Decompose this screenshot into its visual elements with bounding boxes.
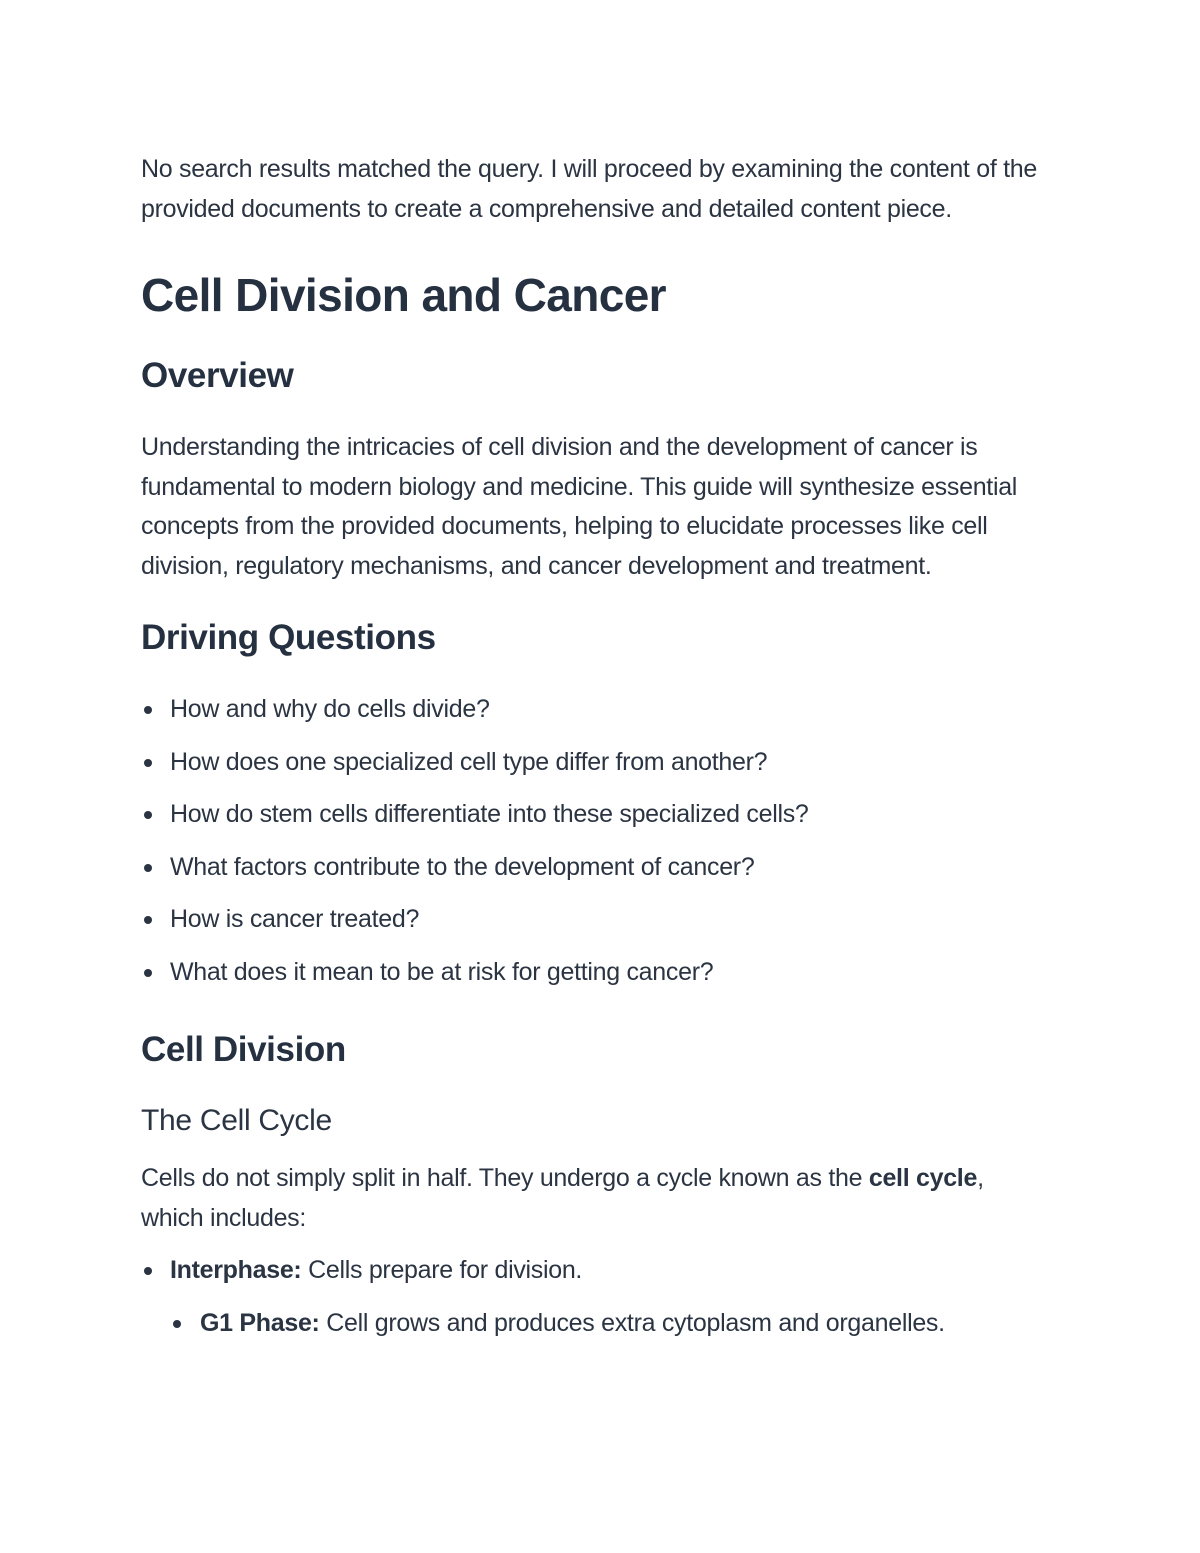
cell-cycle-text-after: , which includes:: [141, 1164, 984, 1232]
cell-division-heading: Cell Division: [141, 1030, 346, 1069]
list-item-text: How do stem cells differentiate into these specialized cells?: [170, 800, 809, 828]
phase-sublist: [170, 1304, 1051, 1344]
bullet-icon: [173, 1320, 181, 1328]
list-item-text: What factors contribute to the development of cancer?: [170, 852, 755, 881]
list-item: [141, 795, 1051, 835]
list-item: [141, 1251, 1051, 1343]
cell-cycle-term: cell cycle: [868, 1164, 978, 1192]
driving-questions-heading: Driving Questions: [141, 618, 436, 657]
list-item: [141, 690, 1051, 730]
overview-heading: Overview: [141, 356, 294, 395]
document-page: [141, 150, 1051, 1356]
bullet-icon: [144, 969, 152, 977]
page-title: Cell Division and Cancer: [141, 269, 666, 321]
bullet-icon: [144, 916, 152, 924]
bullet-icon: [144, 864, 152, 872]
cell-cycle-text-before: Cells do not simply split in half. They undergo a cycle known as the: [141, 1164, 869, 1192]
list-item: [141, 900, 1051, 940]
list-item-text: How is cancer treated?: [170, 905, 420, 933]
list-item-text: How and why do cells divide?: [170, 695, 490, 723]
bullet-icon: [144, 811, 152, 819]
cell-cycle-phase-list: [141, 1251, 1051, 1343]
list-item-text: What does it mean to be at risk for getting cancer?: [170, 957, 714, 986]
list-item: [170, 1304, 1051, 1344]
list-item-text: How does one specialized cell type differ from another?: [170, 747, 768, 776]
overview-paragraph: Understanding the intricacies of cell division and the development of cancer is fundamental to modern biology and medicine. This guide will synthesize essential concepts from the provided documents, helping to elucidate processes like cell division, regulatory mechanisms, and cancer development and treatment.: [141, 433, 1018, 580]
bullet-icon: [144, 759, 152, 767]
bullet-icon: [144, 706, 152, 714]
subphase-text: Cell grows and produces extra cytoplasm and organelles.: [319, 1308, 945, 1337]
list-item: [141, 953, 1051, 993]
phase-label: Interphase:: [170, 1256, 302, 1284]
intro-paragraph: No search results matched the query. I will proceed by examining the content of the provided documents to create a comprehensive and detailed content piece.: [141, 155, 1037, 223]
phase-text: Cells prepare for division.: [301, 1256, 583, 1284]
bullet-icon: [144, 1267, 152, 1275]
cell-cycle-subheading: The Cell Cycle: [141, 1104, 332, 1137]
list-item: [141, 743, 1051, 783]
list-item: [141, 848, 1051, 888]
driving-questions-list: [141, 690, 1051, 992]
subphase-label: G1 Phase:: [200, 1308, 320, 1337]
cell-cycle-paragraph: [141, 1159, 1051, 1238]
